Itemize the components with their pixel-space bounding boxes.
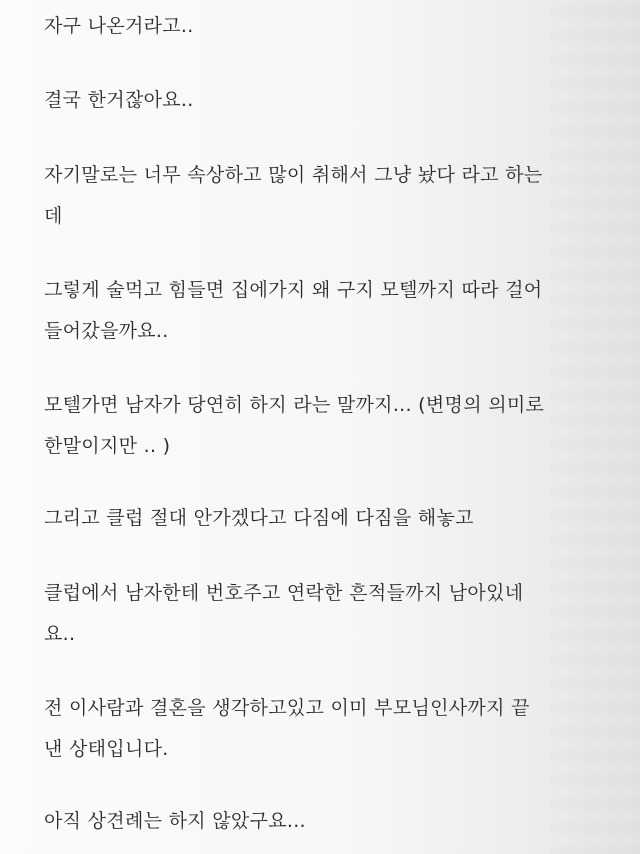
- text-line: 데: [44, 205, 63, 227]
- text-line: 그렇게 술먹고 힘들면 집에가지 왜 구지 모텔까지 따라 걸어: [44, 279, 543, 301]
- paragraph-2: [44, 80, 604, 121]
- paragraph-6: [44, 498, 604, 539]
- text-line: 전 이사람과 결혼을 생각하고있고 이미 부모님인사까지 끝: [44, 697, 530, 719]
- paragraph-4: [44, 270, 604, 352]
- text-line: 결국 한거잖아요..: [44, 89, 194, 111]
- text-line: 모텔가면 남자가 당연히 하지 라는 말까지... (변명의 의미로: [44, 394, 545, 416]
- paragraph-3: [44, 155, 604, 237]
- paragraph-5: [44, 385, 604, 467]
- text-line: 그리고 클럽 절대 안가겠다고 다짐에 다짐을 해놓고: [44, 507, 474, 529]
- paragraph-9: [44, 801, 604, 842]
- text-line: 자구 나온거라고..: [44, 15, 194, 37]
- paragraph-8: [44, 688, 604, 770]
- text-line: 들어갔을까요..: [44, 320, 169, 342]
- text-line: 낸 상태입니다.: [44, 738, 169, 760]
- text-line: 요..: [44, 623, 76, 645]
- text-line: 한말이지만 .. ): [44, 435, 171, 457]
- text-line: 클럽에서 남자한테 번호주고 연락한 흔적들까지 남아있네: [44, 582, 524, 604]
- text-line: 자기말로는 너무 속상하고 많이 취해서 그냥 놨다 라고 하는: [44, 164, 543, 186]
- text-line: 아직 상견례는 하지 않았구요...: [44, 810, 306, 832]
- paragraph-7: [44, 573, 604, 655]
- paragraph-1: [44, 6, 604, 47]
